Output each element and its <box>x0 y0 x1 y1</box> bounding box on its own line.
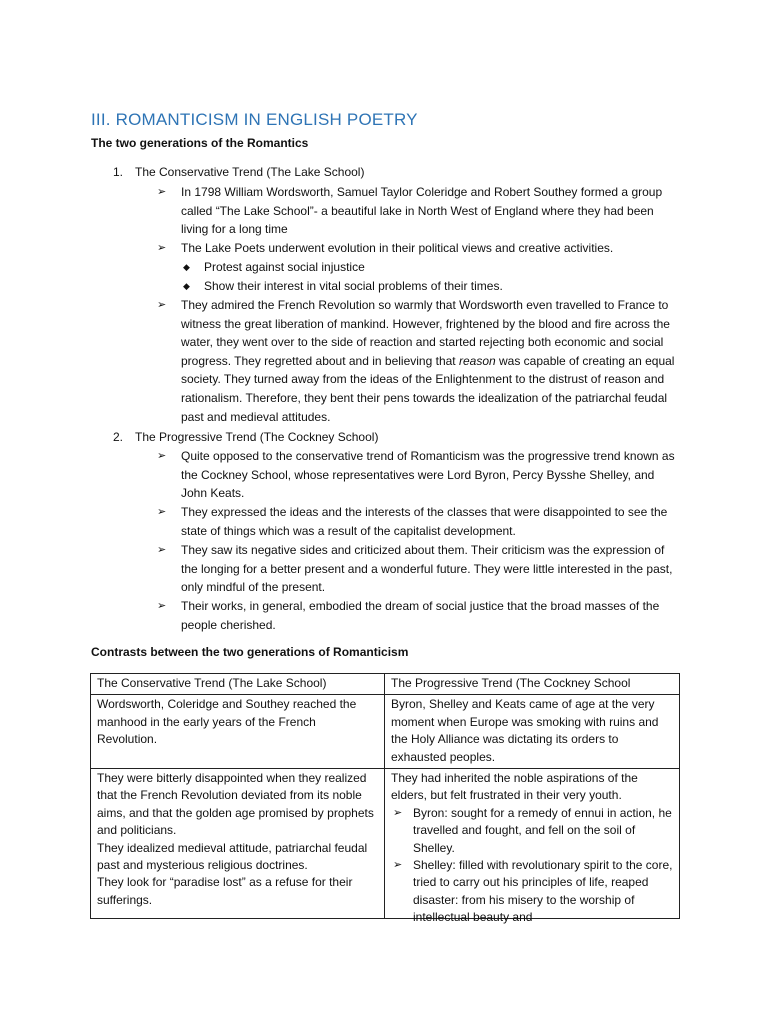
cell-bullet-shelley <box>393 857 673 927</box>
bullet-text: In 1798 William Wordsworth, Samuel Taylor Coleridge and Robert Southey formed a group called “The Lake School”- a beautiful lake in North West of England where they had been living for a long time <box>181 185 663 237</box>
bullet-social-justice <box>157 597 677 634</box>
table-header-row <box>91 674 680 695</box>
arrow-bullet-icon: ➢ <box>157 450 167 462</box>
list-item-conservative <box>113 163 673 182</box>
cell-bullet-text: Byron: sought for a remedy of ennui in action, he travelled and fought, and fell on the soil of Shelley. <box>413 805 672 855</box>
list-item-progressive <box>113 428 673 447</box>
list-number: 1. <box>113 165 124 179</box>
cell-paragraph: They idealized medieval attitude, patriarchal feudal past and mysterious religious doctrines. <box>97 840 368 873</box>
table-header-conservative: The Conservative Trend (The Lake School) <box>91 674 385 695</box>
arrow-bullet-icon: ➢ <box>157 544 167 556</box>
bullet-text: They saw its negative sides and criticized about them. Their criticism was the expression of the longing for a better present and a wonderful future. They were little interested in the past, only mindful of the present. <box>181 543 673 595</box>
cell-bullet-byron <box>393 805 673 857</box>
cell-paragraph: They were bitterly disappointed when they realized that the French Revolution deviated from its noble aims, and that the golden age promised by prophets and politicians. <box>97 771 374 838</box>
bullet-lake-poets-evolution <box>157 239 677 258</box>
bullet-french-revolution <box>157 296 677 426</box>
table-cell: Wordsworth, Coleridge and Southey reached the manhood in the early years of the French Revolution. <box>91 695 385 769</box>
table-row <box>91 695 680 769</box>
diamond-bullet-icon: ◆ <box>183 262 190 272</box>
list-item-title: The Progressive Trend (The Cockney School) <box>135 430 379 444</box>
sub-bullet-protest <box>183 258 663 277</box>
list-item-title: The Conservative Trend (The Lake School) <box>135 165 365 179</box>
bullet-ideas-interests <box>157 503 677 540</box>
bullet-text: Quite opposed to the conservative trend of Romanticism was the progressive trend known as the Cockney School, whose representatives were Lord Byron, Percy Bysshe Shelley, and John Keats. <box>181 449 675 501</box>
arrow-bullet-icon: ➢ <box>157 506 167 518</box>
cell-bullet-text: Shelley: filled with revolutionary spirit to the core, tried to carry out his principles of life, reaped disaster: from his misery to the worship of intellectual beauty and <box>413 858 673 925</box>
table-cell <box>385 769 680 925</box>
bullet-cockney-school <box>157 447 677 503</box>
arrow-bullet-icon: ➢ <box>393 806 403 819</box>
contrast-title: Contrasts between the two generations of Romanticism <box>91 645 409 659</box>
table-cell: Byron, Shelley and Keats came of age at the very moment when Europe was smoking with ruins and the Holy Alliance was dictating its orders to exhausted peoples. <box>385 695 680 769</box>
bullet-negative-sides <box>157 541 677 597</box>
list-number: 2. <box>113 430 124 444</box>
diamond-bullet-icon: ◆ <box>183 281 190 291</box>
table-header-progressive: The Progressive Trend (The Cockney School <box>385 674 680 695</box>
arrow-bullet-icon: ➢ <box>157 186 167 198</box>
arrow-bullet-icon: ➢ <box>157 299 167 311</box>
bullet-text: The Lake Poets underwent evolution in their political views and creative activities. <box>181 241 614 255</box>
sub-bullet-text: Show their interest in vital social problems of their times. <box>204 279 503 293</box>
arrow-bullet-icon: ➢ <box>393 859 403 872</box>
sub-bullet-text: Protest against social injustice <box>204 260 365 274</box>
section-heading: III. ROMANTICISM IN ENGLISH POETRY <box>91 110 418 129</box>
sub-bullet-interest <box>183 277 663 296</box>
subheading: The two generations of the Romantics <box>91 136 309 150</box>
bullet-text: They admired the French Revolution so warmly that Wordsworth even travelled to France to witness the great liberation of mankind. However, frightened by the blood and fire across the water, they went over to the side of reaction and started rejecting both economic and social progress. They regretted about and in believing that reason was capable of creating an equal society. They turned away from the ideas of the Enlightenment to the distrust of reason and rationalism. Therefore, they bent their pens towards the idealization of the patriarchal feudal past and medieval attitudes. <box>181 298 675 424</box>
arrow-bullet-icon: ➢ <box>157 600 167 612</box>
cell-paragraph: They had inherited the noble aspirations of the elders, but felt frustrated in their very youth. <box>391 771 638 803</box>
table-cell <box>91 769 385 919</box>
table-row <box>91 769 680 919</box>
emphasis-reason: reason <box>458 353 496 368</box>
contrast-table <box>90 673 680 925</box>
cell-paragraph: They look for “paradise lost” as a refuse for their sufferings. <box>97 875 353 907</box>
bullet-lake-school-formed <box>157 183 677 239</box>
bullet-text: Their works, in general, embodied the dream of social justice that the broad masses of the people cherished. <box>181 599 660 632</box>
bullet-text: They expressed the ideas and the interests of the classes that were disappointed to see the state of things which was a result of the capitalist development. <box>181 505 668 538</box>
arrow-bullet-icon: ➢ <box>157 242 167 254</box>
